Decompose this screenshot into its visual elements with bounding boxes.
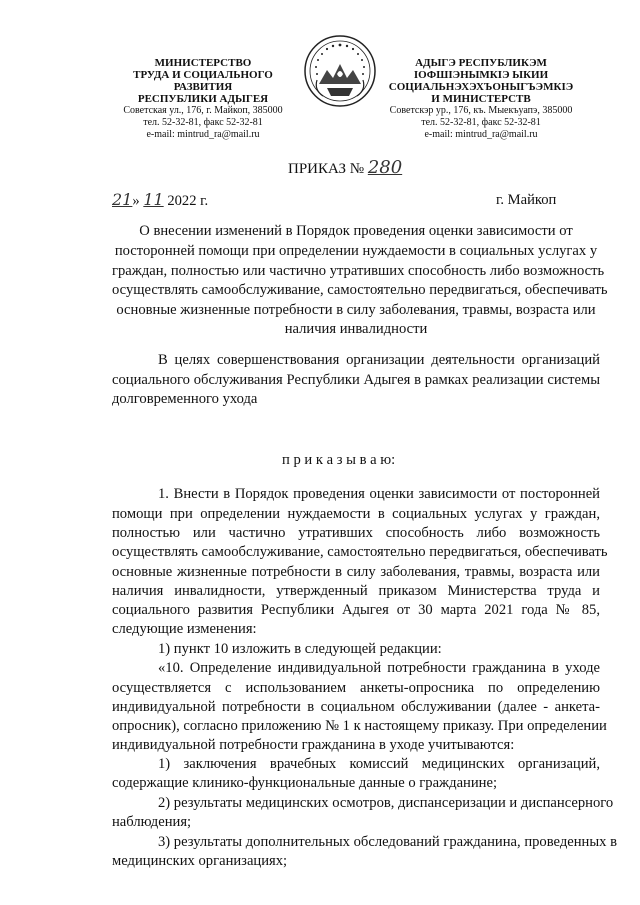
preamble-line: долговременного ухода [112, 391, 258, 407]
ministry-name-line: ТРУДА И СОЦИАЛЬНОГО [133, 69, 273, 81]
body-line: опросник), согласно приложению № 1 к настоящему приказу. При определении [112, 718, 607, 734]
ministry-name-line: РАЗВИТИЯ [173, 81, 233, 93]
date-month-handwritten: 11 [143, 190, 164, 209]
body-line: следующие изменения: [112, 621, 257, 637]
body-line: 2) результаты медицинских осмотров, диспансеризации и диспансерного [158, 795, 614, 811]
ministry-address: Советскэр ур., 176, къ. Мыекъуапэ, 385000 [389, 105, 573, 116]
body-line: наличия инвалидности, утвержденный приказом Министерства труда и [112, 583, 600, 599]
preamble-line: В целях совершенствования организации деятельности организаций [158, 352, 600, 368]
order-directive-word: п р и к а з ы в а ю: [282, 452, 396, 468]
body-line: осуществлять самообслуживание, самостоятельно передвигаться, обеспечивать [112, 544, 608, 560]
ministry-address: Советская ул., 176, г. Майкоп, 385000 [123, 105, 283, 116]
ministry-name-line: АДЫГЭ РЕСПУБЛИКЭМ [415, 57, 547, 69]
ministry-header-ru [98, 57, 308, 141]
body-line: 1) заключения врачебных комиссий медицинских организаций, [158, 756, 600, 772]
body-line: индивидуальной потребности гражданина в уходе учитываются: [112, 737, 515, 753]
ministry-email: e-mail: mintrud_ra@mail.ru [146, 129, 260, 140]
order-title-text: ПРИКАЗ № [288, 161, 365, 177]
date-year: 2022 г. [167, 193, 209, 209]
body-line: помощи при определении нуждаемости в социальных услугах у граждан, [112, 506, 600, 522]
ministry-name-line: IОФШIЭНЫМКIЭ ЫКИИ [413, 69, 549, 81]
body-line: наблюдения; [112, 814, 192, 830]
ministry-name-line: МИНИСТЕРСТВО [154, 57, 252, 69]
body-line: 1. Внести в Порядок проведения оценки зависимости от посторонней [158, 486, 600, 502]
order-subject-line: наличия инвалидности [284, 321, 428, 337]
order-subject-line: основные жизненные потребности в силу заболевания, травмы, возраста или [116, 302, 596, 318]
body-line: «10. Определение индивидуальной потребности гражданина в уходе [158, 660, 600, 676]
ministry-name-line: СОЦИАЛЬНЭХЭХЪОНЫГЪЭМКIЭ [388, 81, 574, 93]
body-line: основные жизненные потребности в силу заболевания, травмы, возраста или [112, 564, 600, 580]
ministry-email: e-mail: mintrud_ra@mail.ru [424, 129, 538, 140]
order-title [288, 157, 402, 178]
order-number-handwritten: 280 [367, 157, 403, 178]
date-close-quote: » [132, 193, 140, 209]
body-line: полностью или частично утративших способность либо возможность [112, 525, 600, 541]
preamble-line: социального обслуживания Республики Адыгея в рамках реализации системы [112, 372, 600, 388]
ministry-header-ady [376, 57, 586, 141]
ministry-phone: тел. 52-32-81, факс 52-32-81 [143, 117, 263, 128]
ministry-name-line: И МИНИСТЕРСТВ [431, 93, 531, 105]
ministry-phone: тел. 52-32-81, факс 52-32-81 [421, 117, 541, 128]
body-line: социального развития Республики Адыгея от 30 марта 2021 года № 85, [112, 602, 600, 618]
date-day-handwritten: 21 [112, 190, 133, 209]
order-subject-line: посторонней помощи при определении нуждаемости в социальных услугах у [114, 243, 598, 259]
order-subject-line: граждан, полностью или частично утративших способность либо возможность [112, 263, 605, 279]
body-line: 1) пункт 10 изложить в следующей редакции: [158, 641, 442, 657]
body-line: медицинских организациях; [112, 853, 288, 869]
order-date [112, 190, 208, 210]
ministry-name-line: РЕСПУБЛИКИ АДЫГЕЯ [137, 93, 269, 105]
order-subject-line: О внесении изменений в Порядок проведения оценки зависимости от [139, 223, 573, 239]
coat-of-arms-emblem [303, 34, 377, 108]
body-line: осуществляется с использованием анкеты-опросника по определению [112, 680, 600, 696]
body-line: 3) результаты дополнительных обследований гражданина, проведенных в [158, 834, 617, 850]
order-subject-line: осуществлять самообслуживание, самостоятельно передвигаться, обеспечивать [112, 282, 608, 298]
body-line: индивидуальной потребности в социальном обслуживании (далее - анкета- [112, 699, 600, 715]
city-name: г. Майкоп [496, 192, 557, 208]
body-line: содержащие клинико-функциональные данные о гражданине; [112, 775, 498, 791]
